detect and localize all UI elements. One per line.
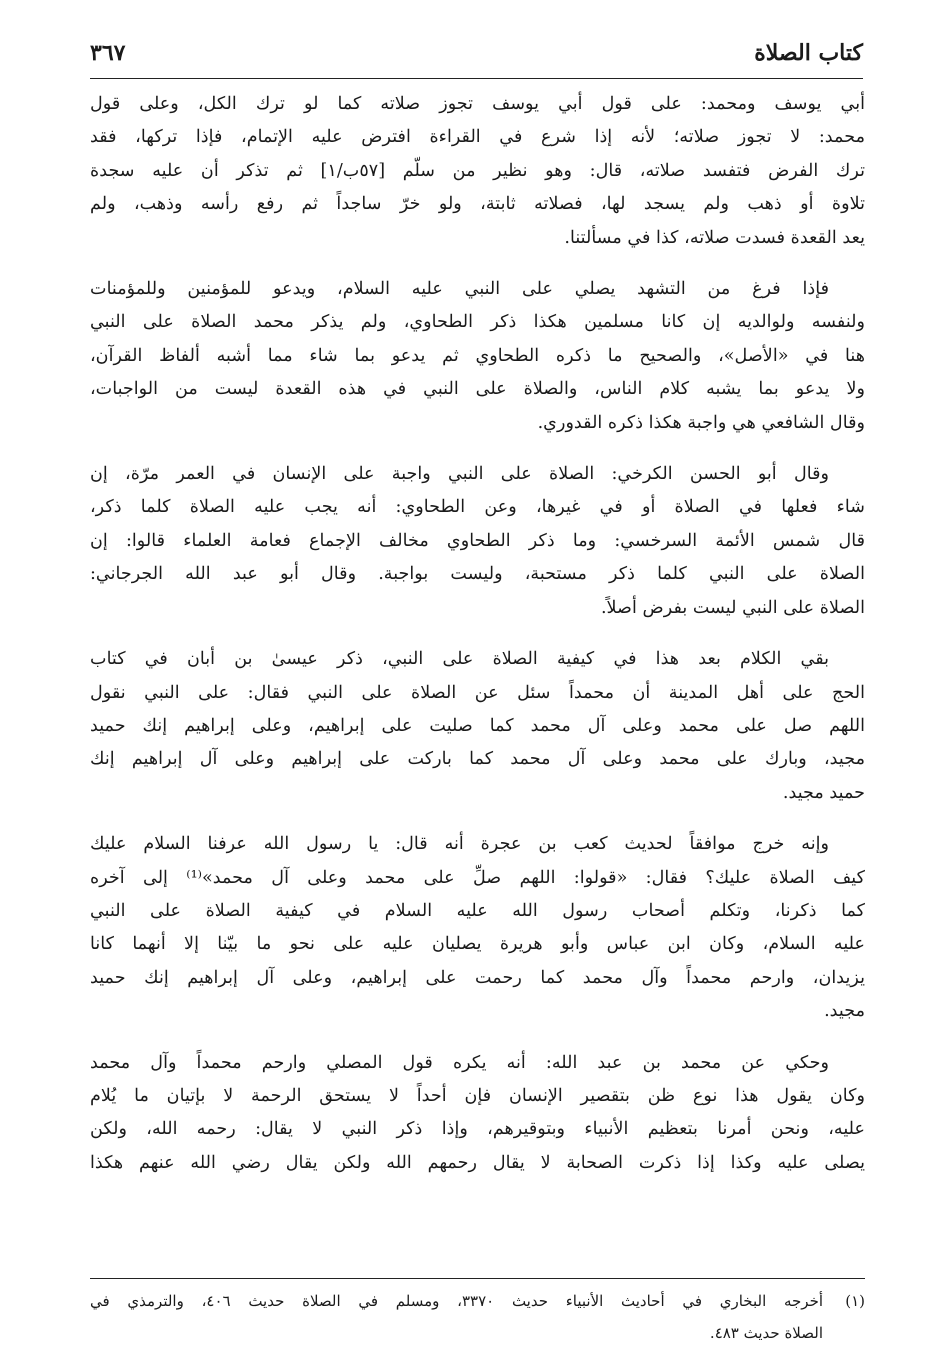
text-line: الصلاة على النبي كلما ذكر مستحبة، وليست بواجبة. وقال أبو عبد الله الجرجاني: bbox=[90, 564, 865, 585]
text-line: كما ذكرنا، وتكلم أصحاب رسول الله عليه السلام في كيفية الصلاة على النبي bbox=[90, 900, 865, 921]
paragraph-4 bbox=[90, 643, 865, 810]
text-line: وإنه خرج موافقاً لحديث كعب بن عجرة أنه قال: يا رسول الله عرفنا السلام عليك bbox=[90, 834, 829, 855]
text-line: حميد مجيد. bbox=[782, 782, 865, 803]
text-line: وكان يقول هذا نوع ظن بتقصير الإنسان فإن أحداً لا يستحق الرحمة لا بإتيان ما يُلام bbox=[90, 1085, 865, 1106]
page-header bbox=[90, 38, 863, 79]
text-line: فإذا فرغ من التشهد يصلي على النبي عليه السلام، ويدعو للمؤمنين وللمؤمنات bbox=[90, 279, 829, 300]
text-line: يصلى عليه وكذا إذا ذكرت الصحابة لا يقال رحمهم الله ولكن يقال رضي الله عنهم هكذا bbox=[90, 1152, 865, 1173]
text-line: الصلاة على النبي ليست بفرض أصلاً. bbox=[600, 597, 865, 618]
footnote bbox=[90, 1285, 865, 1349]
text-line: الحج على أهل المدينة أن محمداً سئل عن الصلاة على النبي فقال: على النبي نقول bbox=[90, 682, 865, 703]
text-line: محمد: لا تجوز صلاته؛ لأنه إذا شرع في القراءة افترض عليه الإتمام، فإذا تركها، فقد bbox=[90, 127, 865, 148]
text-line: قال شمس الأئمة السرخسي: وما ذكر الطحاوي مخالف الإجماع فعامة العلماء قالوا: إن bbox=[90, 530, 865, 551]
footnote-line: أخرجه البخاري في أحاديث الأنبياء حديث ٣٣٧٠، ومسلم في الصلاة حديث ٤٠٦، والترمذي في bbox=[90, 1292, 824, 1310]
text-line: وحكي عن محمد بن عبد الله: أنه يكره قول المصلي وارحم محمداً وآل محمد bbox=[90, 1052, 829, 1073]
text-line: مجيد، وبارك على محمد وعلى آل محمد كما باركت على إبراهيم وعلى آل إبراهيم إنك bbox=[90, 749, 865, 770]
text-line: بقي الكلام بعد هذا في كيفية الصلاة على النبي، ذكر عيسىٰ بن أبان في كتاب bbox=[90, 649, 829, 670]
footnote-text bbox=[90, 1285, 823, 1349]
text-line: يعد القعدة فسدت صلاته، كذا في مسألتنا. bbox=[564, 227, 865, 248]
footnote-divider bbox=[90, 1278, 865, 1279]
text-line: وقال الشافعي هي واجبة هكذا ذكره القدوري. bbox=[537, 412, 865, 433]
text-line: شاء فعلها في الصلاة أو في غيرها، وعن الطحاوي: أنه يجب عليه الصلاة كلما ذكر، bbox=[90, 497, 865, 518]
paragraph-1 bbox=[90, 88, 865, 255]
footnote-line: الصلاة حديث ٤٨٣. bbox=[709, 1324, 823, 1342]
text-line: ولنفسه ولوالديه إن كانا مسلمين هكذا ذكر الطحاوي، ولم يذكر محمد الصلاة على النبي bbox=[90, 312, 865, 333]
main-text bbox=[90, 88, 865, 1198]
running-title: كتاب الصلاة bbox=[754, 40, 863, 66]
page-number: ٣٦٧ bbox=[90, 40, 126, 66]
text-line: عليه السلام، وكان ابن عباس وأبو هريرة يصليان عليه على نحو ما بيّنا إلا أنهما كانا bbox=[90, 934, 865, 955]
text-line: يزيدان، وارحم محمداً وآل محمد كما رحمت على إبراهيم، وعلى آل إبراهيم إنك حميد bbox=[90, 967, 865, 988]
text-line: وقال أبو الحسن الكرخي: الصلاة على النبي واجبة على الإنسان في العمر مرّة، إن bbox=[90, 464, 829, 485]
text-line: اللهم صل على محمد وعلى آل محمد كما صليت على إبراهيم، وعلى إبراهيم إنك حميد bbox=[90, 715, 865, 736]
text-line: مجيد. bbox=[824, 1001, 865, 1022]
paragraph-2 bbox=[90, 273, 865, 440]
paragraph-6 bbox=[90, 1047, 865, 1181]
footnote-marker: (١) bbox=[845, 1292, 865, 1310]
text-line: تلاوة أو ذهب ولم يسجد لها، فصلاته ثابتة، ولو خرّ ساجداً ثم رفع رأسه وذهب، ولم bbox=[90, 194, 865, 215]
text-line: ترك الفرض فتفسد صلاته، قال: وهو نظير من سلّم [٥٧ب/١] ثم تذكر أن عليه سجدة bbox=[90, 160, 865, 181]
text-line: أبي يوسف ومحمد: على قول أبي يوسف تجوز صلاته كما لو ترك الكل، وعلى قول bbox=[90, 94, 865, 114]
text-line: ولا يدعو بما يشبه كلام الناس، والصلاة على النبي في هذه القعدة ليست من الواجبات، bbox=[90, 379, 865, 400]
paragraph-3 bbox=[90, 458, 865, 625]
text-line: كيف الصلاة عليك؟ فقال: «قولوا: اللهم صلِّ على محمد وعلى آل محمد»⁽¹⁾ إلى آخره bbox=[90, 867, 865, 888]
text-line: عليه، ونحن أمرنا بتعظيم الأنبياء وبتوقيرهم، وإذا ذكر النبي لا يقال: رحمه الله، ولكن bbox=[90, 1119, 865, 1140]
text-line: هنا في «الأصل»، والصحيح ما ذكره الطحاوي ثم يدعو بما شاء مما أشبه ألفاظ القرآن، bbox=[90, 345, 865, 366]
paragraph-5 bbox=[90, 828, 865, 1028]
